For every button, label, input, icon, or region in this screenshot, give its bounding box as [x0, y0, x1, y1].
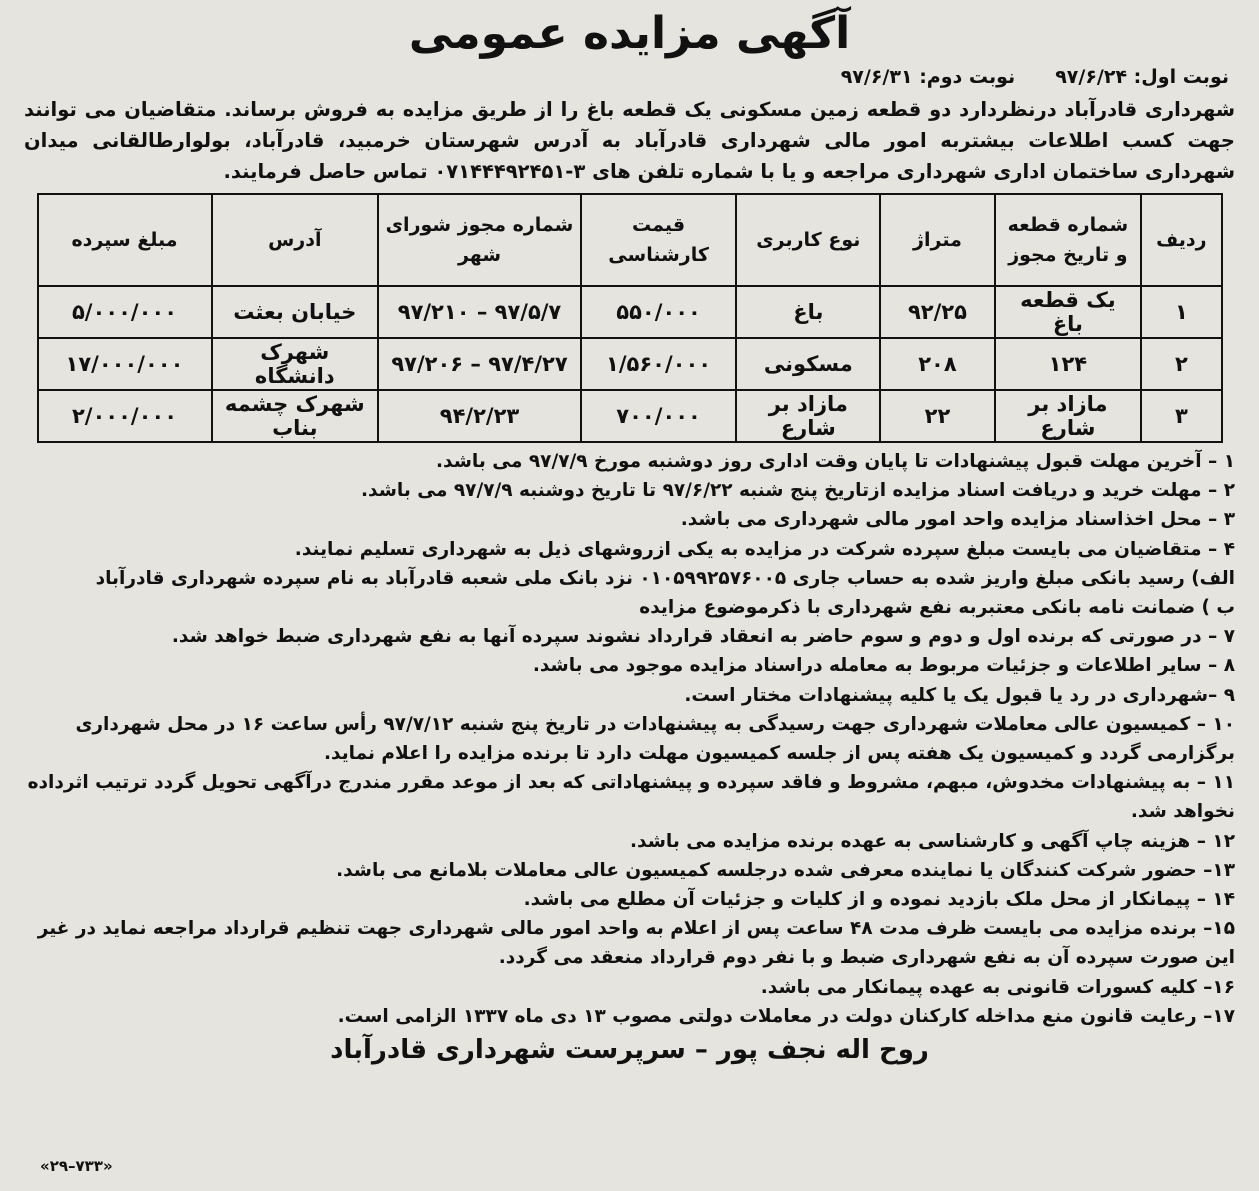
table-cell: شهرک چشمه بناب	[212, 390, 379, 442]
header-cell: قیمت کارشناسی	[581, 194, 736, 286]
table-cell: شهرک دانشگاه	[212, 338, 379, 390]
list-item: ۱۲ – هزینه چاپ آگهی و کارشناسی به عهده برنده مزایده می باشد.	[629, 830, 1235, 852]
list-item: ۳ – محل اخذاسناد مزایده واحد امور مالی شهرداری می باشد.	[680, 509, 1235, 531]
table-row	[38, 390, 1222, 442]
list-item: ۱۳– حضور شرکت کنندگان یا نماینده معرفی شده درجلسه کمیسیون عالی معاملات بلامانع می باشد.	[336, 859, 1235, 881]
signature: روح اله نجف پور – سرپرست شهرداری قادرآباد	[330, 1035, 929, 1066]
header-cell: ردیف	[1141, 194, 1221, 286]
list-item: ۱۶– کلیه کسورات قانونی به عهده پیمانکار می باشد.	[760, 976, 1235, 998]
table-cell: ۲	[1141, 338, 1221, 390]
table-row	[38, 286, 1222, 338]
table-cell: ۷۰۰/۰۰۰	[581, 390, 736, 442]
list-item: ۴ – متقاضیان می بایست مبلغ سپرده شرکت در مزایده به یکی ازروشهای ذیل به شهرداری تسلیم نمایند.	[294, 538, 1235, 560]
list-item: الف) رسید بانکی مبلغ واریز شده به حساب جاری ۰۱۰۵۹۹۲۵۷۶۰۰۵ نزد بانک ملی شعبه قادرآباد به نام سپرده شهرداری قادرآباد	[95, 567, 1235, 589]
header-cell: آدرس	[212, 194, 379, 286]
table-cell: ۵۵۰/۰۰۰	[581, 286, 736, 338]
header-cell: مبلغ سپرده	[38, 194, 212, 286]
table-cell: ۱/۵۶۰/۰۰۰	[581, 338, 736, 390]
table-cell: ۵/۰۰۰/۰۰۰	[38, 286, 212, 338]
conditions-list	[24, 447, 1235, 1031]
list-item: ۱۴ – پیمانکار از محل ملک بازدید نموده و از کلیات و جزئیات آن مطلع می باشد.	[523, 889, 1235, 911]
list-item: ۱۱ – به پیشنهادات مخدوش، مبهم، مشروط و فاقد سپرده و پیشنهاداتی که بعد از موعد مقرر مندرج درآگهی تحویل گردد ترتیب اثرداده نخواهد شد.	[27, 772, 1235, 823]
intro-paragraph: شهرداری قادرآباد درنظردارد دو قطعه زمین مسکونی یک قطعه باغ را از طریق مزایده به فروش برساند. متقاضیان می توانند جهت کسب اطلاعات بیشتربه امور مالی شهرداری قادرآباد به آدرس شهرستان خرمبید، قادرآباد، بولوارطالقانی میدان شهرداری ساختمان اداری شهرداری مراجعه و یا با شماره تلفن های ۳-۰۷۱۴۴۴۹۲۴۵۱ تماس حاصل فرمایند.	[24, 98, 1235, 183]
header-cell: شماره قطعه و تاریخ مجوز	[995, 194, 1142, 286]
table-cell: ۱۷/۰۰۰/۰۰۰	[38, 338, 212, 390]
table-cell: ۹۲/۲۵	[880, 286, 994, 338]
list-item: ۱ – آخرین مهلت قبول پیشنهادات تا پایان وقت اداری روز دوشنبه مورخ ۹۷/۷/۹ می باشد.	[436, 451, 1235, 472]
page-title: آگهی مزایده عمومی	[408, 8, 851, 59]
table-cell: مازاد بر شارع	[995, 390, 1142, 442]
table-cell: ۹۴/۲/۲۳	[378, 390, 581, 442]
auction-table	[37, 193, 1223, 443]
run-dates	[24, 62, 1235, 92]
table-cell: ۱	[1141, 286, 1221, 338]
table-cell: ۹۷/۴/۲۷ – ۹۷/۲۰۶	[378, 338, 581, 390]
table-cell: ۱۲۴	[995, 338, 1142, 390]
list-item: ۲ – مهلت خرید و دریافت اسناد مزایده ازتاریخ پنج شنبه ۹۷/۶/۲۲ تا تاریخ دوشنبه ۹۷/۷/۹ می باشد.	[361, 480, 1235, 502]
list-item: ۸ – سایر اطلاعات و جزئیات مربوط به معامله دراسناد مزایده موجود می باشد.	[532, 655, 1235, 677]
table-cell: خیابان بعثت	[212, 286, 379, 338]
header-cell: نوع کاربری	[736, 194, 880, 286]
second-run-date: نوبت دوم: ۹۷/۶/۳۱	[840, 66, 1016, 88]
table-cell: ۳	[1141, 390, 1221, 442]
table-cell: مسکونی	[736, 338, 880, 390]
header-cell: شماره مجوز شورای شهر	[378, 194, 581, 286]
table-row	[38, 338, 1222, 390]
list-item: ۱۵– برنده مزایده می بایست ظرف مدت ۴۸ ساعت پس از اعلام به واحد امور مالی شهرداری جهت تنظیم قرارداد مراجعه نماید در غیر این صورت سپرده آن به نفع شهرداری ضبط و با نفر دوم قرارداد منعقد می گردد.	[37, 918, 1235, 969]
table-cell: ۲۰۸	[880, 338, 994, 390]
table-cell: باغ	[736, 286, 880, 338]
list-item: ۱۰ – کمیسیون عالی معاملات شهرداری جهت رسیدگی به پیشنهادات در تاریخ پنج شنبه ۹۷/۷/۱۲ رأس ساعت ۱۶ در محل شهرداری برگزارمی گردد و کمیسیون یک هفته پس از جلسه کمیسیون مهلت دارد تا برنده مزایده را اعلام نماید.	[75, 713, 1235, 765]
table-cell: مازاد بر شارع	[736, 390, 880, 442]
table-cell: یک قطعه باغ	[995, 286, 1142, 338]
list-item: ۹ –شهرداری در رد یا قبول یک یا کلیه پیشنهادات مختار است.	[684, 684, 1235, 706]
table-cell: ۲۲	[880, 390, 994, 442]
table-cell: ۲/۰۰۰/۰۰۰	[38, 390, 212, 442]
list-item: ۱۷– رعایت قانون منع مداخله کارکنان دولت در معاملات دولتی مصوب ۱۳ دی ماه ۱۳۳۷ الزامی است.	[337, 1005, 1235, 1027]
list-item: ب ) ضمانت نامه بانکی معتبربه نفع شهرداری با ذکرموضوع مزایده	[639, 597, 1235, 619]
ad-code: «۲۹–۷۳۳»	[40, 1157, 113, 1175]
header-cell: متراژ	[880, 194, 994, 286]
list-item: ۷ – در صورتی که برنده اول و دوم و سوم حاضر به انعقاد قرارداد نشوند سپرده آنها به نفع شهرداری ضبط خواهد شد.	[171, 626, 1235, 648]
first-run-date: نوبت اول: ۹۷/۶/۲۴	[1055, 66, 1229, 88]
table-cell: ۹۷/۵/۷ – ۹۷/۲۱۰	[378, 286, 581, 338]
table-header-row	[38, 194, 1222, 286]
